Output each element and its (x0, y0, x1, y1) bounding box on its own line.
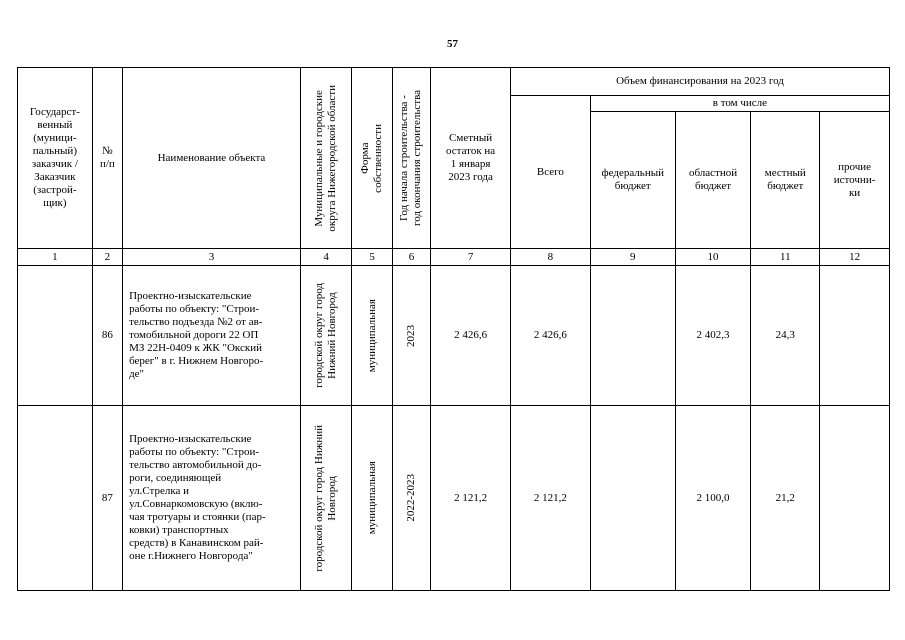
page-number: 57 (447, 38, 458, 50)
financing-table (17, 67, 890, 591)
header-other: прочие источни- ки (820, 112, 890, 249)
cell-municipality: городской округ город Нижний Новгород (313, 283, 339, 388)
header-estimate: Сметный остаток на 1 января 2023 года (431, 68, 511, 249)
cell-other (820, 266, 890, 406)
cell-years-cell (392, 406, 430, 591)
column-number: 3 (123, 249, 301, 266)
column-number: 8 (511, 249, 591, 266)
header-customer: Государст- венный (муници- пальный) заказчик / Заказчик (застрой- щик) (18, 68, 93, 249)
header-local: местный бюджет (751, 112, 820, 249)
column-number: 5 (352, 249, 392, 266)
cell-municipality: городской округ город Нижний Новгород (313, 424, 339, 572)
column-number: 1 (18, 249, 93, 266)
cell-number: 86 (92, 266, 122, 406)
cell-ownership-cell (352, 406, 392, 591)
cell-customer (18, 406, 93, 591)
header-ownership-cell (352, 68, 392, 249)
header-regional: областной бюджет (675, 112, 751, 249)
cell-regional: 2 100,0 (675, 406, 751, 591)
cell-ownership-cell (352, 266, 392, 406)
column-number: 2 (92, 249, 122, 266)
table-row (18, 266, 890, 406)
cell-federal (590, 266, 675, 406)
cell-municipality-cell (300, 406, 352, 591)
column-number: 10 (675, 249, 751, 266)
table-row (18, 406, 890, 591)
header-federal: федеральный бюджет (590, 112, 675, 249)
column-number: 12 (820, 249, 890, 266)
cell-municipality-cell (300, 266, 352, 406)
column-number: 11 (751, 249, 820, 266)
header-municipality: Муниципальные и городские округа Нижегородской области (313, 84, 339, 232)
cell-years: 2023 (404, 324, 417, 347)
cell-years: 2022-2023 (404, 474, 417, 522)
header-ownership: Форма собственности (359, 123, 385, 193)
cell-total: 2 121,2 (511, 406, 591, 591)
header-financing: Объем финансирования на 2023 год (511, 68, 890, 96)
column-number: 9 (590, 249, 675, 266)
cell-estimate: 2 426,6 (431, 266, 511, 406)
cell-estimate: 2 121,2 (431, 406, 511, 591)
cell-ownership: муниципальная (365, 461, 378, 535)
cell-customer (18, 266, 93, 406)
cell-years-cell (392, 266, 430, 406)
cell-regional: 2 402,3 (675, 266, 751, 406)
header-object-name: Наименование объекта (123, 68, 301, 249)
cell-object-name: Проектно-изыскательские работы по объекту: "Строи- тельство автомобильной до- роги, соединяющей ул.Стрелка и ул.Совнаркомовскую (вклю- чая тротуары и стоянки (пар- ковки) транспортных средств) в Канавинском рай- оне г.Нижнего Новгорода" (123, 406, 301, 591)
header-number: № п/п (92, 68, 122, 249)
header-total: Всего (511, 96, 591, 249)
cell-local: 21,2 (751, 406, 820, 591)
cell-local: 24,3 (751, 266, 820, 406)
cell-object-name: Проектно-изыскательские работы по объекту: "Строи- тельство подъезда №2 от ав- томобильной дороги 22 ОП МЗ 22Н-0409 к ЖК "Окский берег" в г. Нижнем Новгоро- де" (123, 266, 301, 406)
column-number: 7 (431, 249, 511, 266)
cell-ownership: муниципальная (365, 298, 378, 373)
cell-other (820, 406, 890, 591)
cell-total: 2 426,6 (511, 266, 591, 406)
header-years-cell (392, 68, 430, 249)
header-row-1 (18, 68, 890, 96)
cell-number: 87 (92, 406, 122, 591)
column-number: 6 (392, 249, 430, 266)
cell-federal (590, 406, 675, 591)
header-years: Год начала строительства - год окончания строительства (398, 90, 424, 226)
header-including: в том числе (590, 96, 889, 112)
column-number: 4 (300, 249, 352, 266)
column-number-row (18, 249, 890, 266)
header-municipality-cell (300, 68, 352, 249)
